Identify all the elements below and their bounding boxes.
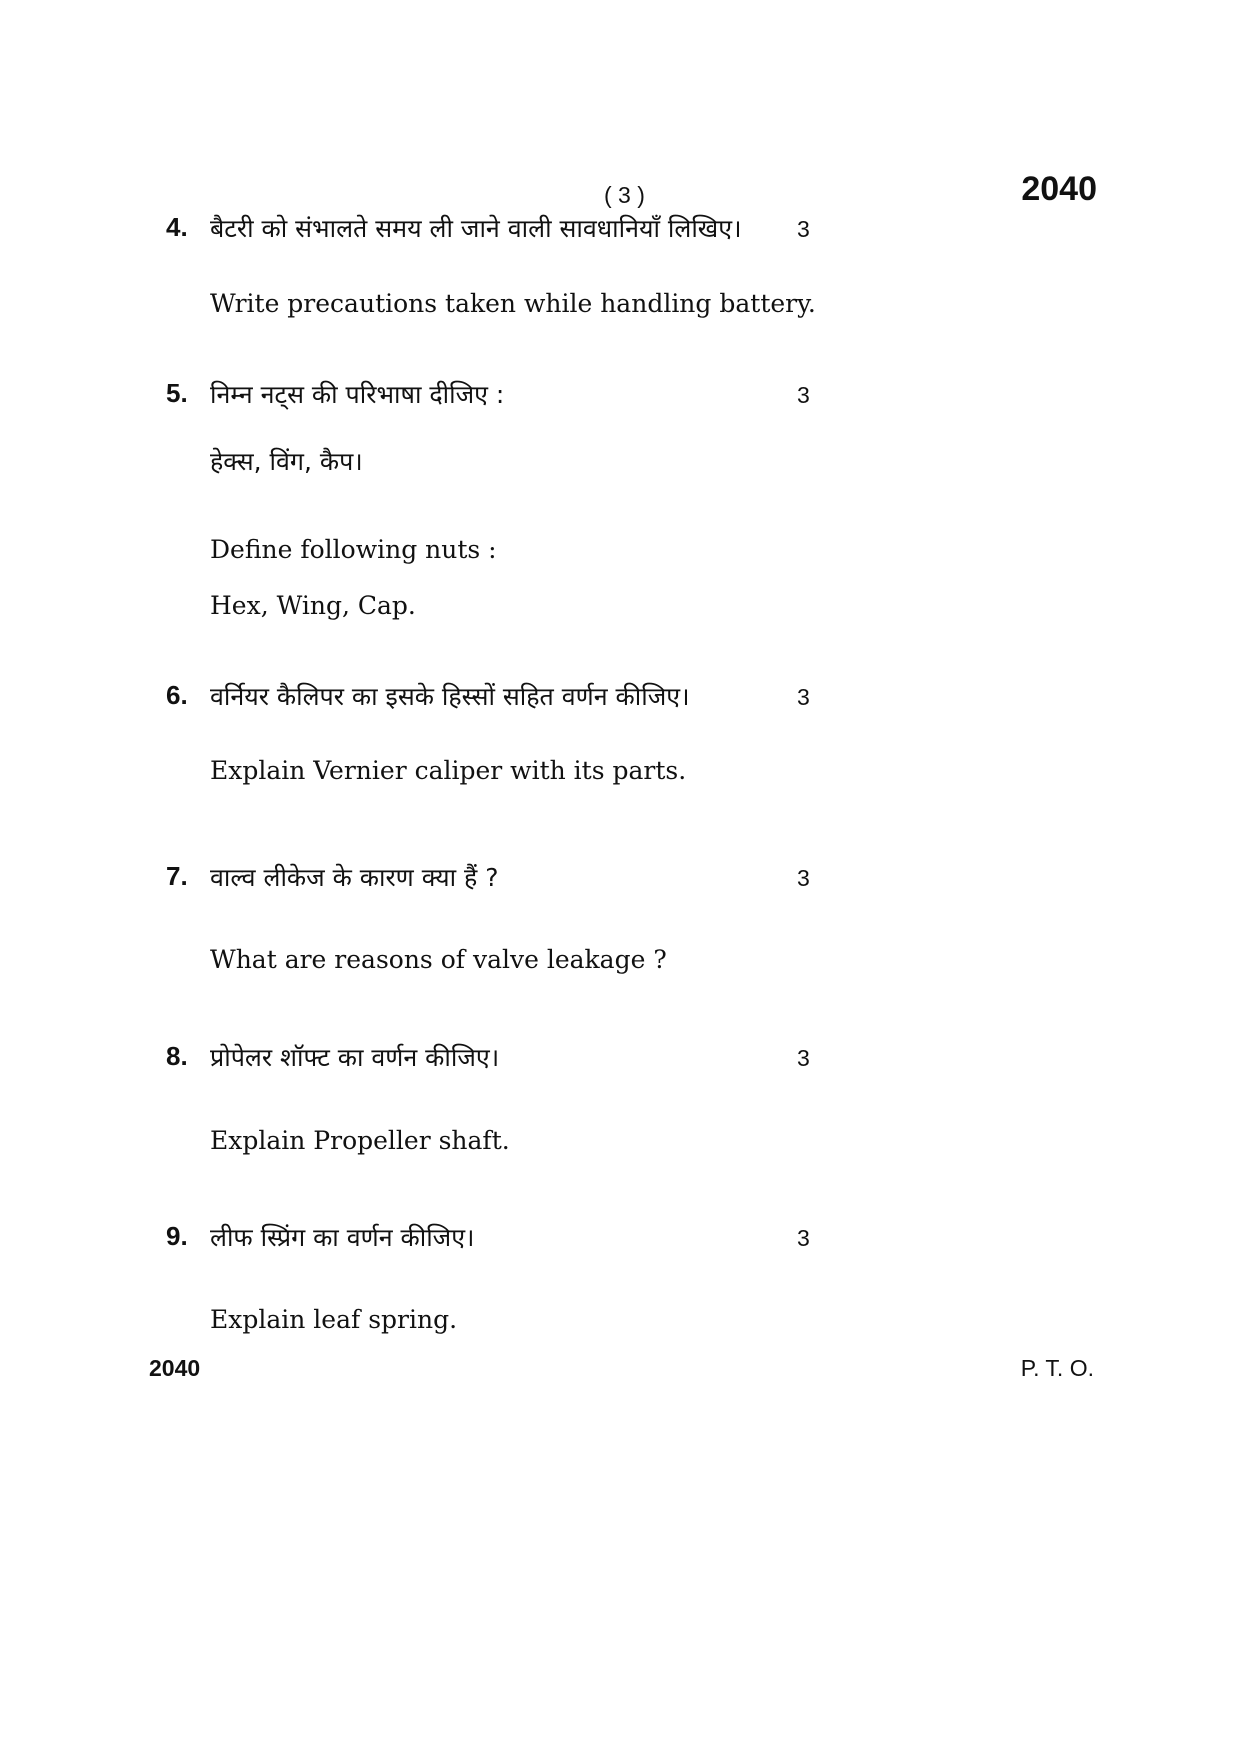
- question-text-english: Explain leaf spring.: [210, 1305, 458, 1334]
- question-text-hindi: हेक्स, विंग, कैप।: [210, 447, 363, 476]
- question-number: 9.: [166, 1221, 188, 1251]
- question-marks: 3: [797, 865, 810, 891]
- question-text-hindi: प्रोपेलर शॉफ्ट का वर्णन कीजिए।: [210, 1043, 500, 1072]
- question-number: 4.: [166, 212, 188, 242]
- pto-label: P. T. O.: [1020, 1355, 1094, 1381]
- page-number: ( 3 ): [604, 182, 645, 208]
- paper-code: 2040: [1021, 170, 1097, 208]
- question-number: 6.: [166, 680, 188, 710]
- question-text-hindi: वाल्व लीकेज के कारण क्या हैं ?: [210, 863, 499, 892]
- question-number: 7.: [166, 861, 188, 891]
- question-marks: 3: [797, 684, 810, 710]
- question-text-hindi: बैटरी को संभालते समय ली जाने वाली सावधानियाँ लिखिए।: [210, 214, 742, 243]
- question-marks: 3: [797, 1045, 810, 1071]
- question-text-english: Explain Vernier caliper with its parts.: [210, 756, 687, 785]
- question-number: 5.: [166, 378, 188, 408]
- question-text-english: What are reasons of valve leakage ?: [210, 945, 667, 974]
- footer-paper-code: 2040: [149, 1355, 201, 1381]
- question-marks: 3: [797, 1225, 810, 1251]
- question-marks: 3: [797, 216, 810, 242]
- question-number: 8.: [166, 1041, 188, 1071]
- question-text-english: Write precautions taken while handling battery.: [210, 289, 816, 318]
- question-text-hindi: निम्न नट्स की परिभाषा दीजिए :: [210, 380, 505, 409]
- question-text-english: Define following nuts :: [210, 535, 497, 564]
- question-text-hindi: वर्नियर कैलिपर का इसके हिस्सों सहित वर्णन कीजिए।: [210, 682, 690, 711]
- question-marks: 3: [797, 382, 810, 408]
- question-text-english: Hex, Wing, Cap.: [210, 591, 416, 620]
- question-text-hindi: लीफ स्प्रिंग का वर्णन कीजिए।: [210, 1223, 475, 1252]
- question-text-english: Explain Propeller shaft.: [210, 1126, 510, 1155]
